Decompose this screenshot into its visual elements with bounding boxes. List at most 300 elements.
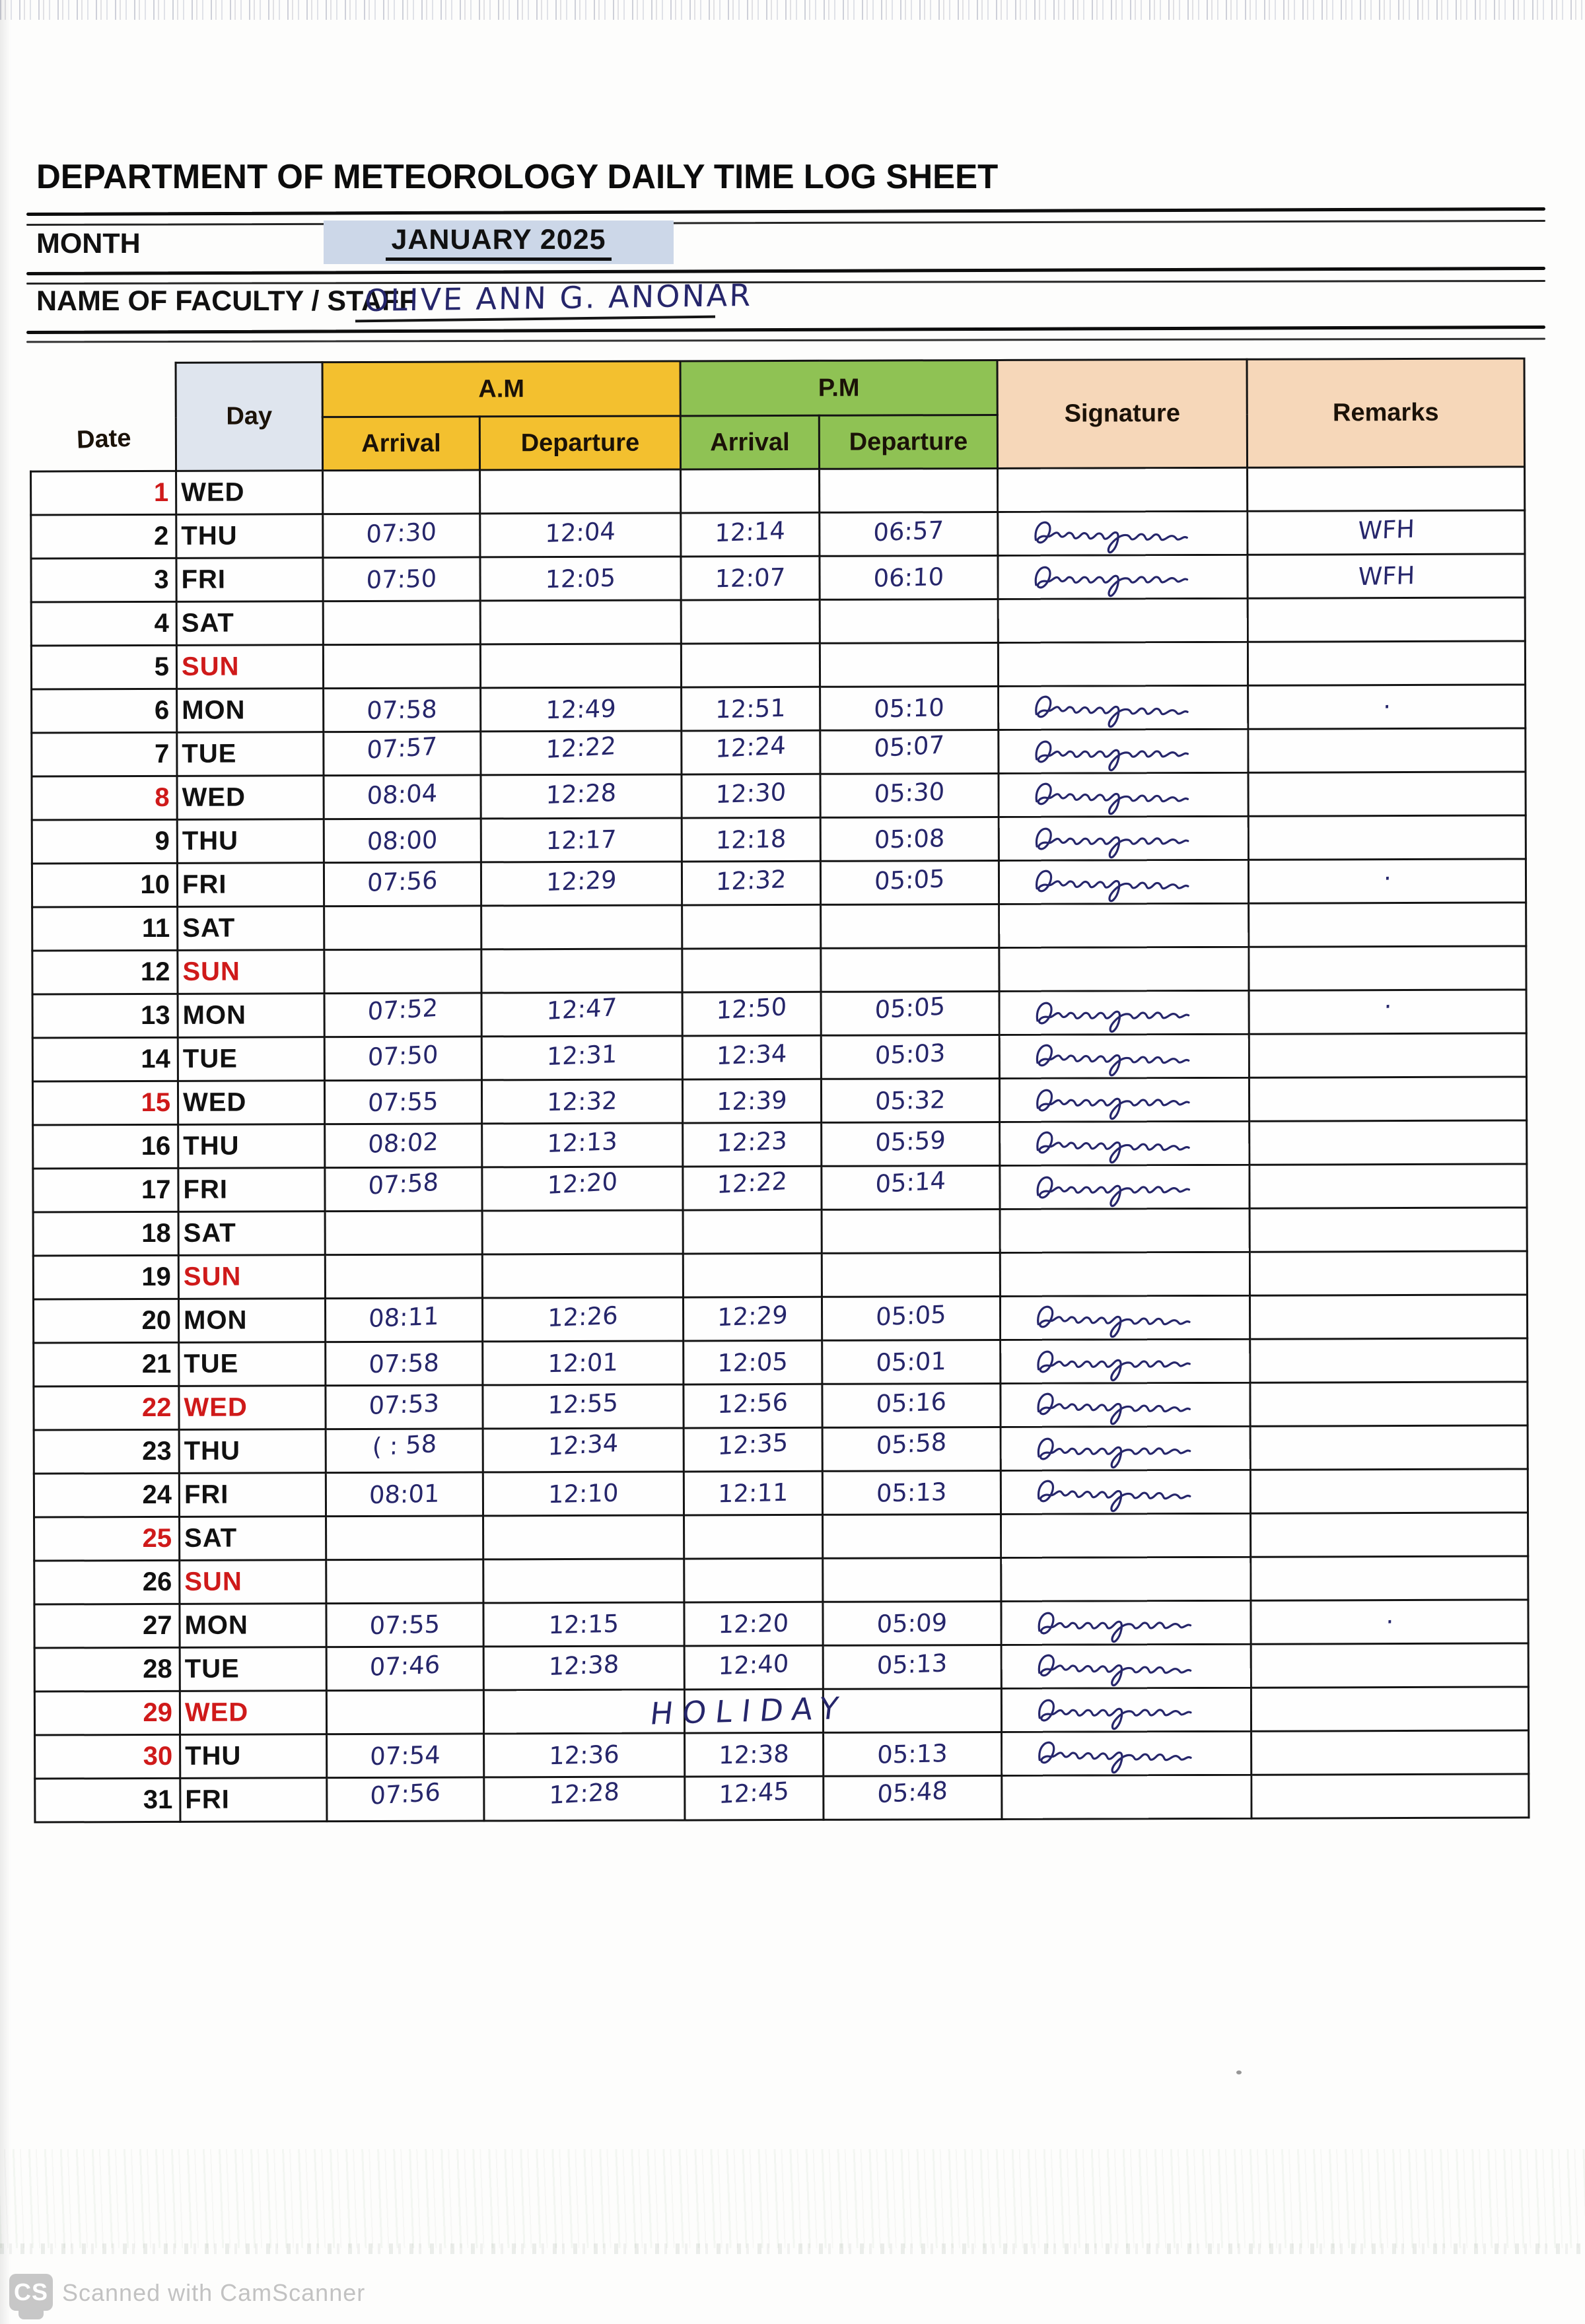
am-arrival-cell — [324, 862, 481, 906]
pm-arrival-cell — [682, 730, 820, 774]
am-arrival-cell — [326, 1429, 483, 1473]
date-cell — [32, 1037, 178, 1081]
am-departure-cell — [483, 1602, 684, 1647]
camscanner-watermark-text: Scanned with CamScanner — [62, 2279, 366, 2306]
pm-arrival-time: 12:56 — [717, 1388, 789, 1419]
date-cell — [35, 1778, 180, 1822]
pm-arrival-cell — [682, 992, 821, 1036]
am-departure-cell — [481, 774, 682, 819]
handwritten-signature — [1009, 1732, 1215, 1776]
signature-cell — [1001, 1644, 1251, 1688]
date-cell — [34, 1560, 180, 1604]
am-departure-cell — [481, 818, 682, 862]
pm-departure-time: 06:57 — [872, 516, 944, 547]
date-cell — [34, 1647, 180, 1692]
pm-arrival-cell — [684, 1645, 823, 1690]
am-departure-cell — [480, 557, 681, 601]
pm-arrival-time: 12:51 — [715, 693, 787, 724]
day-cell — [176, 645, 323, 689]
pm-arrival-time: 12:45 — [718, 1777, 790, 1810]
day-name: THU — [183, 1131, 240, 1161]
remarks-cell — [1249, 990, 1526, 1034]
date-cell — [32, 994, 178, 1038]
pm-arrival-time: 12:39 — [716, 1085, 788, 1116]
pm-departure-cell — [822, 1340, 1001, 1384]
day-cell — [180, 1778, 327, 1822]
am-arrival-time: 07:53 — [369, 1388, 440, 1420]
signature-cell — [1001, 1383, 1250, 1427]
pm-arrival-cell — [685, 1732, 824, 1777]
pm-departure-time: 05:13 — [876, 1478, 948, 1508]
remark-text: WFH — [1357, 514, 1415, 545]
pm-departure-time: 05:05 — [875, 1300, 947, 1332]
remarks-cell — [1248, 772, 1526, 816]
date-cell — [32, 819, 177, 864]
am-arrival-cell — [326, 1385, 483, 1429]
am-departure-time: 12:01 — [547, 1348, 619, 1379]
pm-arrival-cell — [684, 1340, 822, 1384]
pm-arrival-cell — [681, 512, 820, 557]
remark-text: · — [1382, 692, 1391, 722]
remarks-cell — [1251, 1687, 1528, 1731]
remarks-cell — [1251, 1556, 1528, 1600]
pm-arrival-cell — [683, 1166, 822, 1210]
day-name: MON — [182, 1000, 247, 1030]
pm-arrival-time: 12:50 — [716, 992, 788, 1025]
am-arrival-time: 07:55 — [367, 1087, 439, 1118]
signature-cell — [998, 555, 1248, 599]
pm-departure-cell — [820, 468, 998, 512]
am-departure-cell — [480, 469, 681, 514]
am-arrival-cell — [324, 775, 481, 819]
am-arrival-cell — [326, 1516, 483, 1560]
day-cell — [177, 776, 324, 820]
pm-arrival-cell — [682, 948, 821, 992]
header-signature: Signature — [997, 359, 1248, 468]
pm-departure-time: 05:10 — [873, 693, 945, 724]
date-cell — [33, 1212, 178, 1256]
signature-cell — [999, 816, 1248, 860]
remarks-cell — [1251, 1730, 1529, 1775]
handwritten-signature — [1006, 732, 1211, 772]
handwritten-signature — [1008, 1384, 1213, 1427]
day-cell — [178, 994, 324, 1038]
remarks-cell — [1250, 1382, 1528, 1426]
table-row — [32, 903, 1526, 951]
signature-cell — [1001, 1339, 1250, 1383]
date-cell — [32, 863, 177, 907]
am-arrival-cell — [323, 601, 480, 645]
pm-departure-time: 05:14 — [875, 1166, 946, 1199]
day-cell — [179, 1342, 326, 1386]
remarks-cell — [1248, 815, 1526, 860]
pm-arrival-cell — [684, 1602, 823, 1646]
pm-arrival-time: 12:38 — [718, 1739, 790, 1770]
pm-departure-time: 05:13 — [876, 1649, 948, 1680]
month-value: JANUARY 2025 — [386, 224, 611, 261]
pm-departure-time: 05:16 — [876, 1387, 947, 1419]
am-arrival-cell — [323, 470, 480, 514]
pm-arrival-cell — [683, 1253, 822, 1297]
pm-departure-cell — [823, 1557, 1001, 1602]
day-cell — [179, 1386, 326, 1430]
remarks-cell — [1248, 728, 1526, 772]
am-departure-cell — [480, 644, 681, 688]
pm-arrival-time: 12:40 — [718, 1649, 790, 1681]
table-row — [32, 728, 1526, 776]
am-arrival-cell — [326, 1342, 483, 1386]
signature-cell — [1000, 1165, 1250, 1209]
handwritten-signature — [1005, 557, 1210, 598]
pm-departure-cell — [823, 1601, 1001, 1645]
table-row — [34, 1425, 1528, 1474]
remarks-cell — [1248, 859, 1526, 903]
table-row — [33, 1164, 1527, 1212]
remarks-cell — [1248, 467, 1525, 511]
date-number: 26 — [142, 1567, 172, 1597]
pm-arrival-time: 12:23 — [716, 1126, 788, 1158]
pm-arrival-cell — [682, 774, 820, 818]
date-number: 10 — [140, 870, 170, 900]
am-arrival-time: 07:52 — [367, 993, 439, 1026]
am-departure-time: 12:28 — [546, 778, 617, 810]
pm-arrival-cell — [685, 1776, 824, 1820]
am-arrival-cell — [326, 1647, 483, 1691]
handwritten-signature — [1007, 1167, 1212, 1208]
date-cell — [33, 1168, 178, 1212]
am-arrival-time: 07:58 — [366, 695, 438, 726]
date-number: 13 — [141, 1000, 170, 1031]
pm-departure-cell — [820, 512, 998, 556]
pm-arrival-time: 12:34 — [716, 1039, 788, 1071]
table-row — [34, 1513, 1528, 1561]
pm-departure-cell — [824, 1775, 1002, 1820]
ink-speck — [1236, 2070, 1242, 2074]
date-cell — [31, 645, 176, 689]
signature-cell — [999, 990, 1249, 1035]
signature-cell — [1000, 1252, 1250, 1296]
table-row — [31, 467, 1525, 515]
am-departure-cell — [480, 600, 681, 644]
divider-line — [26, 325, 1545, 334]
signature-cell — [999, 729, 1248, 773]
day-cell — [179, 1473, 326, 1517]
pm-arrival-time: 12:30 — [715, 778, 787, 809]
pm-arrival-cell — [682, 687, 820, 731]
am-arrival-cell — [325, 1124, 482, 1168]
am-departure-time: 12:13 — [546, 1126, 618, 1159]
pm-departure-cell — [822, 1296, 1000, 1340]
pm-departure-cell — [821, 947, 999, 992]
handwritten-signature — [1009, 1690, 1214, 1730]
am-departure-cell — [481, 905, 682, 949]
am-departure-time: 12:29 — [546, 865, 617, 897]
am-arrival-cell — [326, 1603, 483, 1647]
day-cell — [180, 1647, 326, 1692]
pm-arrival-cell — [683, 1210, 822, 1254]
date-number: 25 — [142, 1523, 172, 1554]
date-cell — [34, 1429, 179, 1474]
am-arrival-cell — [324, 688, 481, 732]
remark-text: · — [1382, 864, 1392, 893]
date-number: 3 — [154, 564, 169, 594]
day-cell — [177, 863, 324, 907]
am-arrival-cell — [323, 644, 480, 689]
table-row — [33, 1295, 1527, 1343]
am-arrival-cell — [325, 1211, 482, 1255]
date-cell — [31, 601, 176, 646]
am-departure-time: 12:10 — [547, 1478, 619, 1509]
month-value-highlight — [324, 221, 674, 264]
am-arrival-time: 07:54 — [369, 1740, 441, 1771]
signature-cell — [1001, 1557, 1251, 1601]
scanner-noise-bottom — [0, 2243, 1585, 2254]
am-departure-time: 12:05 — [545, 563, 616, 594]
day-cell — [177, 689, 324, 733]
pm-arrival-time: 12:11 — [717, 1478, 789, 1509]
day-name: TUE — [184, 1654, 240, 1684]
am-departure-cell — [480, 513, 681, 557]
day-cell — [176, 558, 323, 602]
handwritten-signature — [1006, 687, 1211, 730]
pm-arrival-time: 12:22 — [717, 1167, 788, 1200]
date-cell — [33, 1255, 178, 1299]
am-arrival-cell — [326, 1472, 483, 1517]
day-name: SAT — [184, 1523, 238, 1553]
day-name: THU — [181, 521, 238, 551]
table-row — [32, 990, 1526, 1038]
signature-cell — [998, 511, 1248, 555]
daily-time-log-table — [30, 357, 1530, 1823]
divider-line — [26, 280, 1545, 285]
am-arrival-time: 07:50 — [366, 564, 437, 595]
signature-cell — [999, 685, 1248, 730]
day-cell — [178, 1037, 324, 1081]
page-title: DEPARTMENT OF METEOROLOGY DAILY TIME LOG SHEET — [36, 158, 999, 196]
date-number: 20 — [141, 1305, 172, 1336]
date-number: 23 — [142, 1436, 172, 1466]
table-row — [31, 554, 1525, 602]
pm-departure-cell — [822, 1252, 1000, 1297]
remarks-cell — [1249, 1077, 1526, 1121]
pm-arrival-time: 12:35 — [717, 1428, 789, 1461]
am-departure-cell — [483, 1646, 684, 1690]
pm-arrival-time: 12:07 — [715, 563, 786, 594]
remarks-cell — [1249, 1033, 1526, 1077]
remarks-cell — [1250, 1295, 1527, 1339]
remarks-cell — [1250, 1208, 1527, 1252]
day-name: TUE — [182, 1044, 238, 1074]
remark-text: · — [1383, 992, 1392, 1021]
day-cell — [180, 1560, 326, 1604]
pm-departure-cell — [820, 686, 999, 730]
date-number: 15 — [141, 1087, 171, 1118]
remark-text: · — [1385, 1607, 1394, 1637]
header-pm-arrival: Arrival — [680, 415, 819, 469]
am-arrival-time: 07:55 — [369, 1610, 440, 1641]
remarks-cell — [1250, 1120, 1527, 1165]
pm-arrival-cell — [684, 1558, 823, 1602]
pm-departure-time: 05:13 — [876, 1739, 948, 1769]
am-arrival-time: 07:46 — [369, 1650, 441, 1682]
pm-departure-time: 05:01 — [875, 1347, 947, 1377]
day-cell — [180, 1734, 327, 1779]
am-departure-time: 12:49 — [545, 694, 617, 725]
pm-departure-time: 05:48 — [876, 1776, 948, 1809]
header-date: Date — [75, 423, 131, 454]
am-departure-cell — [482, 1210, 683, 1254]
day-name: SAT — [183, 1218, 236, 1248]
day-cell — [176, 471, 323, 515]
am-departure-time: 12:38 — [548, 1649, 620, 1682]
date-number: 1 — [153, 477, 169, 507]
day-name: SAT — [182, 913, 236, 943]
am-arrival-cell — [325, 1298, 482, 1342]
pm-arrival-cell — [684, 1427, 822, 1472]
am-departure-cell — [484, 1777, 685, 1821]
remarks-cell — [1250, 1338, 1528, 1383]
handwritten-signature — [1008, 1603, 1213, 1643]
pm-arrival-time: 12:29 — [717, 1301, 789, 1332]
pm-departure-cell — [820, 555, 998, 599]
signature-cell — [999, 947, 1249, 991]
remarks-cell — [1248, 685, 1526, 729]
am-departure-cell — [481, 862, 682, 906]
date-cell — [32, 732, 177, 776]
date-number: 21 — [141, 1349, 172, 1379]
date-number: 17 — [141, 1175, 171, 1205]
table-row — [34, 1600, 1528, 1648]
am-departure-time: 12:28 — [548, 1777, 620, 1810]
date-number: 7 — [155, 739, 170, 769]
pm-arrival-cell — [682, 1035, 821, 1079]
remarks-cell — [1250, 1164, 1527, 1208]
day-cell — [178, 906, 324, 951]
scanner-noise-band — [0, 2149, 1585, 2248]
day-name: MON — [182, 695, 246, 725]
divider-line — [26, 207, 1545, 216]
date-number: 6 — [154, 695, 170, 725]
pm-arrival-cell — [681, 599, 820, 644]
date-cell — [32, 906, 178, 951]
day-name: FRI — [184, 1480, 229, 1509]
pm-arrival-cell — [682, 905, 821, 949]
day-name: FRI — [185, 1785, 230, 1814]
date-cell — [33, 1124, 178, 1169]
table-row — [32, 772, 1526, 820]
am-departure-time: 12:17 — [546, 825, 617, 856]
day-name: SUN — [184, 1567, 242, 1596]
signature-cell — [999, 1077, 1249, 1122]
day-cell — [178, 1299, 325, 1343]
pm-departure-cell — [824, 1732, 1002, 1776]
am-departure-time: 12:34 — [547, 1428, 619, 1461]
am-arrival-cell — [323, 557, 480, 601]
am-departure-cell — [483, 1472, 684, 1516]
table-row — [34, 1469, 1528, 1517]
camscanner-badge-icon: CS — [9, 2274, 53, 2311]
day-cell — [177, 732, 324, 776]
day-name: TUE — [182, 739, 237, 769]
pm-arrival-cell — [684, 1384, 822, 1428]
am-arrival-time: ( : 58 — [371, 1429, 437, 1462]
pm-departure-time: 05:32 — [874, 1085, 946, 1116]
am-departure-cell — [481, 992, 682, 1037]
handwritten-signature — [1006, 819, 1211, 859]
am-departure-cell — [482, 1254, 683, 1298]
am-arrival-time: 08:00 — [367, 825, 439, 856]
pm-departure-cell — [820, 642, 998, 687]
day-name: WED — [184, 1392, 248, 1422]
remarks-cell — [1251, 1774, 1529, 1818]
pm-arrival-cell — [682, 861, 820, 905]
table-row — [34, 1643, 1528, 1692]
am-departure-cell — [482, 1167, 683, 1211]
date-number: 31 — [143, 1785, 173, 1815]
pm-departure-time: 05:05 — [874, 992, 946, 1025]
signature-cell — [1002, 1775, 1251, 1819]
signature-cell — [999, 1034, 1249, 1078]
date-number: 22 — [141, 1392, 172, 1423]
am-departure-cell — [483, 1384, 684, 1429]
date-cell — [34, 1517, 180, 1561]
handwritten-signature — [1008, 1429, 1213, 1469]
date-number: 16 — [141, 1131, 171, 1161]
remarks-cell — [1250, 1469, 1528, 1513]
holiday-note: HOLIDAY — [648, 1690, 850, 1732]
pm-departure-cell — [820, 599, 998, 643]
am-arrival-cell — [324, 949, 481, 994]
am-departure-cell — [481, 731, 682, 775]
pm-departure-time: 05:59 — [874, 1126, 946, 1157]
day-name: WED — [184, 1697, 249, 1727]
date-number: 30 — [143, 1741, 173, 1771]
signature-cell — [999, 903, 1249, 947]
am-arrival-cell — [327, 1777, 484, 1822]
date-number: 28 — [143, 1654, 172, 1684]
day-cell — [179, 1429, 326, 1474]
am-arrival-time: 08:01 — [369, 1479, 440, 1510]
day-cell — [178, 950, 324, 994]
day-name: THU — [182, 826, 239, 856]
am-arrival-time: 08:02 — [367, 1127, 439, 1159]
remarks-cell — [1249, 903, 1526, 947]
pm-departure-cell — [820, 773, 999, 817]
scanner-noise-top — [0, 0, 1585, 20]
faculty-name-label: NAME OF FACULTY / STAFF — [36, 285, 417, 317]
handwritten-signature — [1007, 993, 1212, 1033]
table-row — [32, 815, 1526, 864]
pm-arrival-cell — [681, 643, 820, 687]
divider-line — [26, 338, 1545, 343]
header-remarks: Remarks — [1247, 359, 1525, 467]
day-name: FRI — [183, 1175, 228, 1204]
signature-cell — [1001, 1426, 1250, 1470]
table-row — [33, 1208, 1527, 1256]
pm-departure-cell — [823, 1645, 1001, 1689]
signature-cell — [1000, 1121, 1250, 1165]
remarks-cell — [1248, 641, 1525, 685]
date-number: 18 — [141, 1218, 171, 1248]
am-departure-cell — [483, 1690, 850, 1734]
table-row — [32, 685, 1526, 733]
am-arrival-time: 07:57 — [366, 732, 438, 765]
pm-arrival-time: 12:18 — [715, 824, 787, 855]
date-cell — [35, 1734, 180, 1779]
pm-departure-cell — [822, 1122, 1000, 1166]
header-am-departure: Departure — [479, 416, 680, 470]
date-cell — [31, 471, 176, 515]
